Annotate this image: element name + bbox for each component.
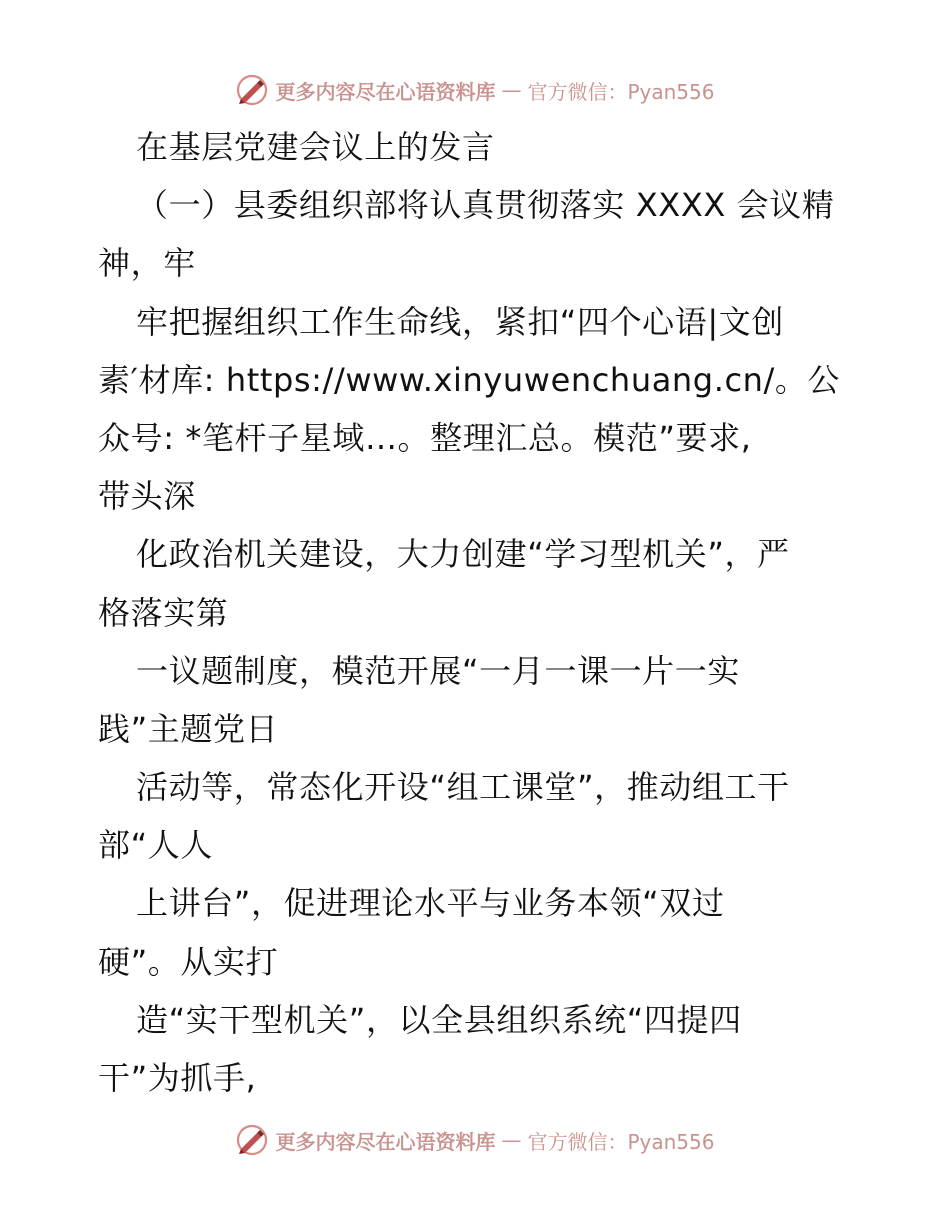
document-line: 干”为抓手, bbox=[98, 1059, 257, 1097]
document-line: 造“实干型机关”，以全县组织系统“四提四 bbox=[136, 1000, 742, 1039]
document-body bbox=[98, 118, 858, 1107]
watermark-text: 更多内容尽在心语资料库 bbox=[275, 1129, 496, 1154]
document-line: 活动等，常态化开设“组工课堂”，推动组工干 bbox=[136, 768, 790, 807]
watermark-text: 更多内容尽在心语资料库 bbox=[275, 79, 496, 104]
document-line: 在基层党建会议上的发言 bbox=[136, 128, 495, 166]
footer-watermark bbox=[0, 1120, 950, 1160]
document-line: 神，牢 bbox=[98, 244, 196, 283]
header-watermark bbox=[0, 70, 950, 110]
pen-logo-icon bbox=[235, 73, 269, 107]
document-line: 部“人人 bbox=[98, 826, 213, 865]
document-line: （一）县委组织部将认真贯彻落实 XXXX 会议精 bbox=[136, 186, 835, 225]
watermark-wechat: 官方微信：Pyan556 bbox=[527, 1129, 715, 1154]
document-line: 化政治机关建设，大力创建“学习型机关”，严 bbox=[136, 535, 790, 574]
document-line: 带头深 bbox=[98, 477, 196, 516]
pen-logo-icon bbox=[235, 1123, 269, 1157]
document-line: 践”主题党日 bbox=[98, 709, 279, 748]
document-line: 众号: *笔杆子星域…。整理汇总。模范”要求, bbox=[98, 418, 752, 457]
document-line: 上讲台”，促进理论水平与业务本领“双过 bbox=[136, 884, 725, 923]
watermark-separator: — bbox=[501, 78, 522, 102]
document-line: 一议题制度，模范开展“一月一课一片一实 bbox=[136, 651, 740, 690]
document-line: 牢把握组织工作生命线，紧扣“四个心语|文创 bbox=[136, 302, 784, 341]
watermark-separator: — bbox=[501, 1128, 522, 1152]
document-line: 硬”。从实打 bbox=[98, 942, 279, 981]
document-line: 素′材库: https://www.xinyuwenchuang.cn/。公 bbox=[98, 360, 841, 399]
watermark-wechat: 官方微信：Pyan556 bbox=[527, 79, 715, 104]
document-line: 格落实第 bbox=[98, 593, 229, 632]
